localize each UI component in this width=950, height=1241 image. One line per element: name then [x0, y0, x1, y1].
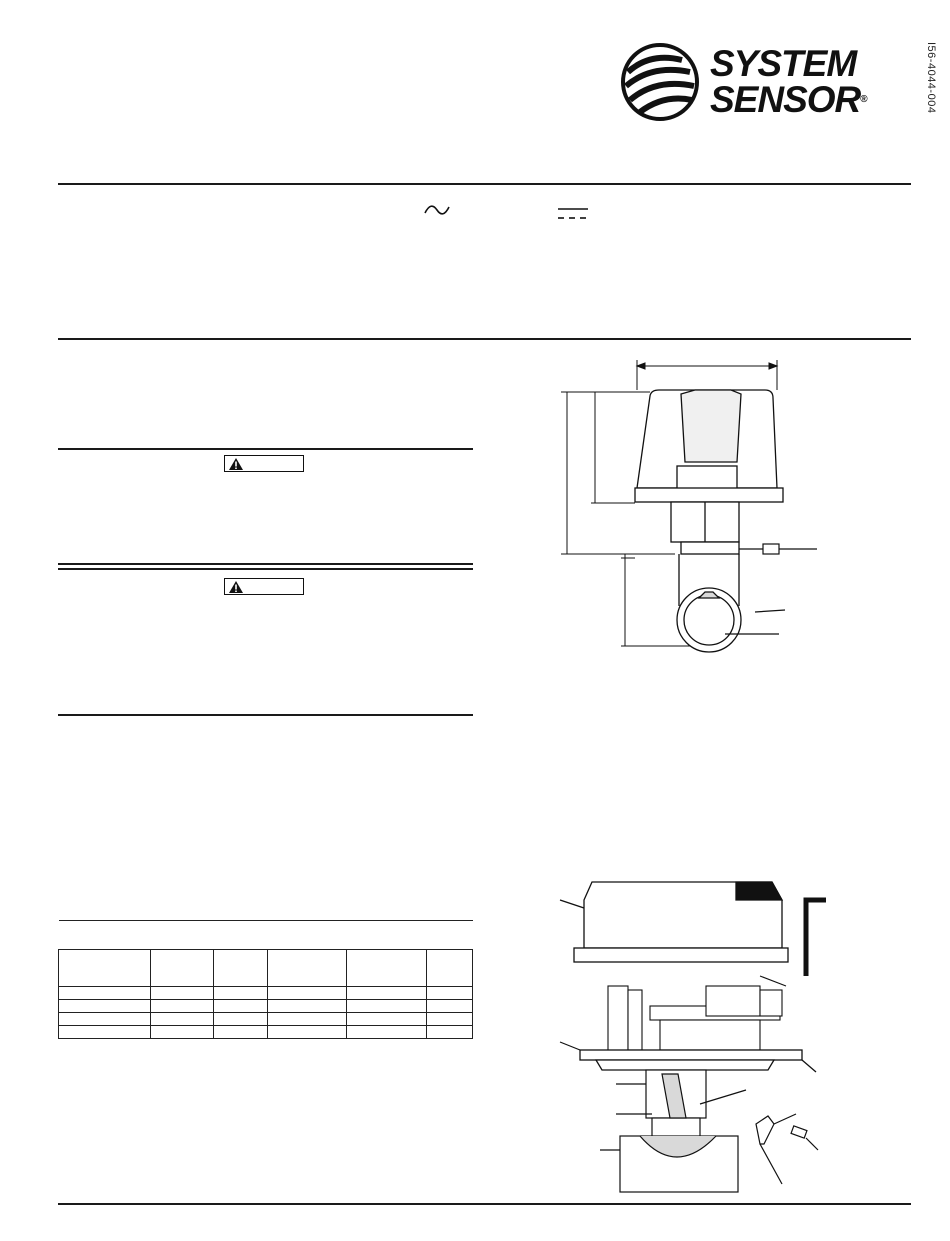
warning-2-box — [224, 578, 304, 595]
table-cell — [268, 987, 347, 1000]
system-sensor-logo-icon — [620, 42, 700, 122]
warning-2-rule-top — [58, 563, 473, 565]
warning-2-rule-bottom — [58, 568, 473, 570]
table-cell — [214, 1026, 268, 1039]
table-cell — [151, 1000, 214, 1013]
base-plate — [580, 1050, 816, 1072]
warning-1-rule — [58, 448, 473, 450]
table-header — [214, 950, 268, 987]
exploded-assembly-drawing — [560, 878, 830, 1193]
header-rule — [58, 183, 911, 185]
table-cell — [151, 987, 214, 1000]
brand-line-2: SENSOR — [710, 79, 861, 120]
switch-mechanism — [560, 976, 786, 1052]
hex-wrench-icon — [806, 900, 826, 976]
crimp-tool-icon — [756, 1114, 818, 1184]
table-cell — [59, 1013, 151, 1026]
table-cell — [59, 1000, 151, 1013]
table-cell — [427, 1026, 473, 1039]
table-cell — [427, 1000, 473, 1013]
dc-symbol-icon — [556, 207, 590, 221]
table-cell — [347, 1026, 427, 1039]
footer-rule — [58, 1203, 911, 1205]
table-cell — [268, 1000, 347, 1013]
pipe-section — [600, 1136, 738, 1192]
table-cell — [151, 1026, 214, 1039]
table-row — [59, 1013, 473, 1026]
table-row — [59, 987, 473, 1000]
warning-triangle-icon — [229, 458, 243, 470]
section-2-rule — [58, 714, 473, 716]
cover-assembly — [560, 882, 788, 962]
table-title — [59, 921, 473, 950]
table-cell — [214, 987, 268, 1000]
table-cell — [151, 1013, 214, 1026]
ac-symbol-icon — [423, 203, 451, 217]
table-cell — [268, 1026, 347, 1039]
warning-1-box — [224, 455, 304, 472]
switch-housing — [635, 390, 783, 554]
table-row — [59, 1026, 473, 1039]
table-header — [268, 950, 347, 987]
document-number: I56-4044-004 — [925, 42, 937, 114]
table-cell — [214, 1013, 268, 1026]
section-rule — [58, 338, 911, 340]
table-header — [151, 950, 214, 987]
table-cell — [59, 1026, 151, 1039]
table-header — [347, 950, 427, 987]
table-cell — [268, 1013, 347, 1026]
brand-line-1: SYSTEM — [710, 43, 857, 84]
brand-wordmark — [710, 43, 910, 120]
table-cell — [347, 1013, 427, 1026]
pipe-tee — [677, 554, 785, 652]
table-cell — [59, 987, 151, 1000]
table-cell — [427, 1013, 473, 1026]
warning-triangle-icon — [229, 581, 243, 593]
specification-table — [58, 920, 473, 1039]
conduit-entry — [739, 544, 817, 554]
dimension-drawing — [555, 358, 820, 653]
table-header — [59, 950, 151, 987]
registered-mark: ® — [860, 94, 867, 105]
table-cell — [347, 1000, 427, 1013]
table-cell — [214, 1000, 268, 1013]
table-row — [59, 1000, 473, 1013]
table-header — [427, 950, 473, 987]
table-cell — [427, 987, 473, 1000]
table-cell — [347, 987, 427, 1000]
